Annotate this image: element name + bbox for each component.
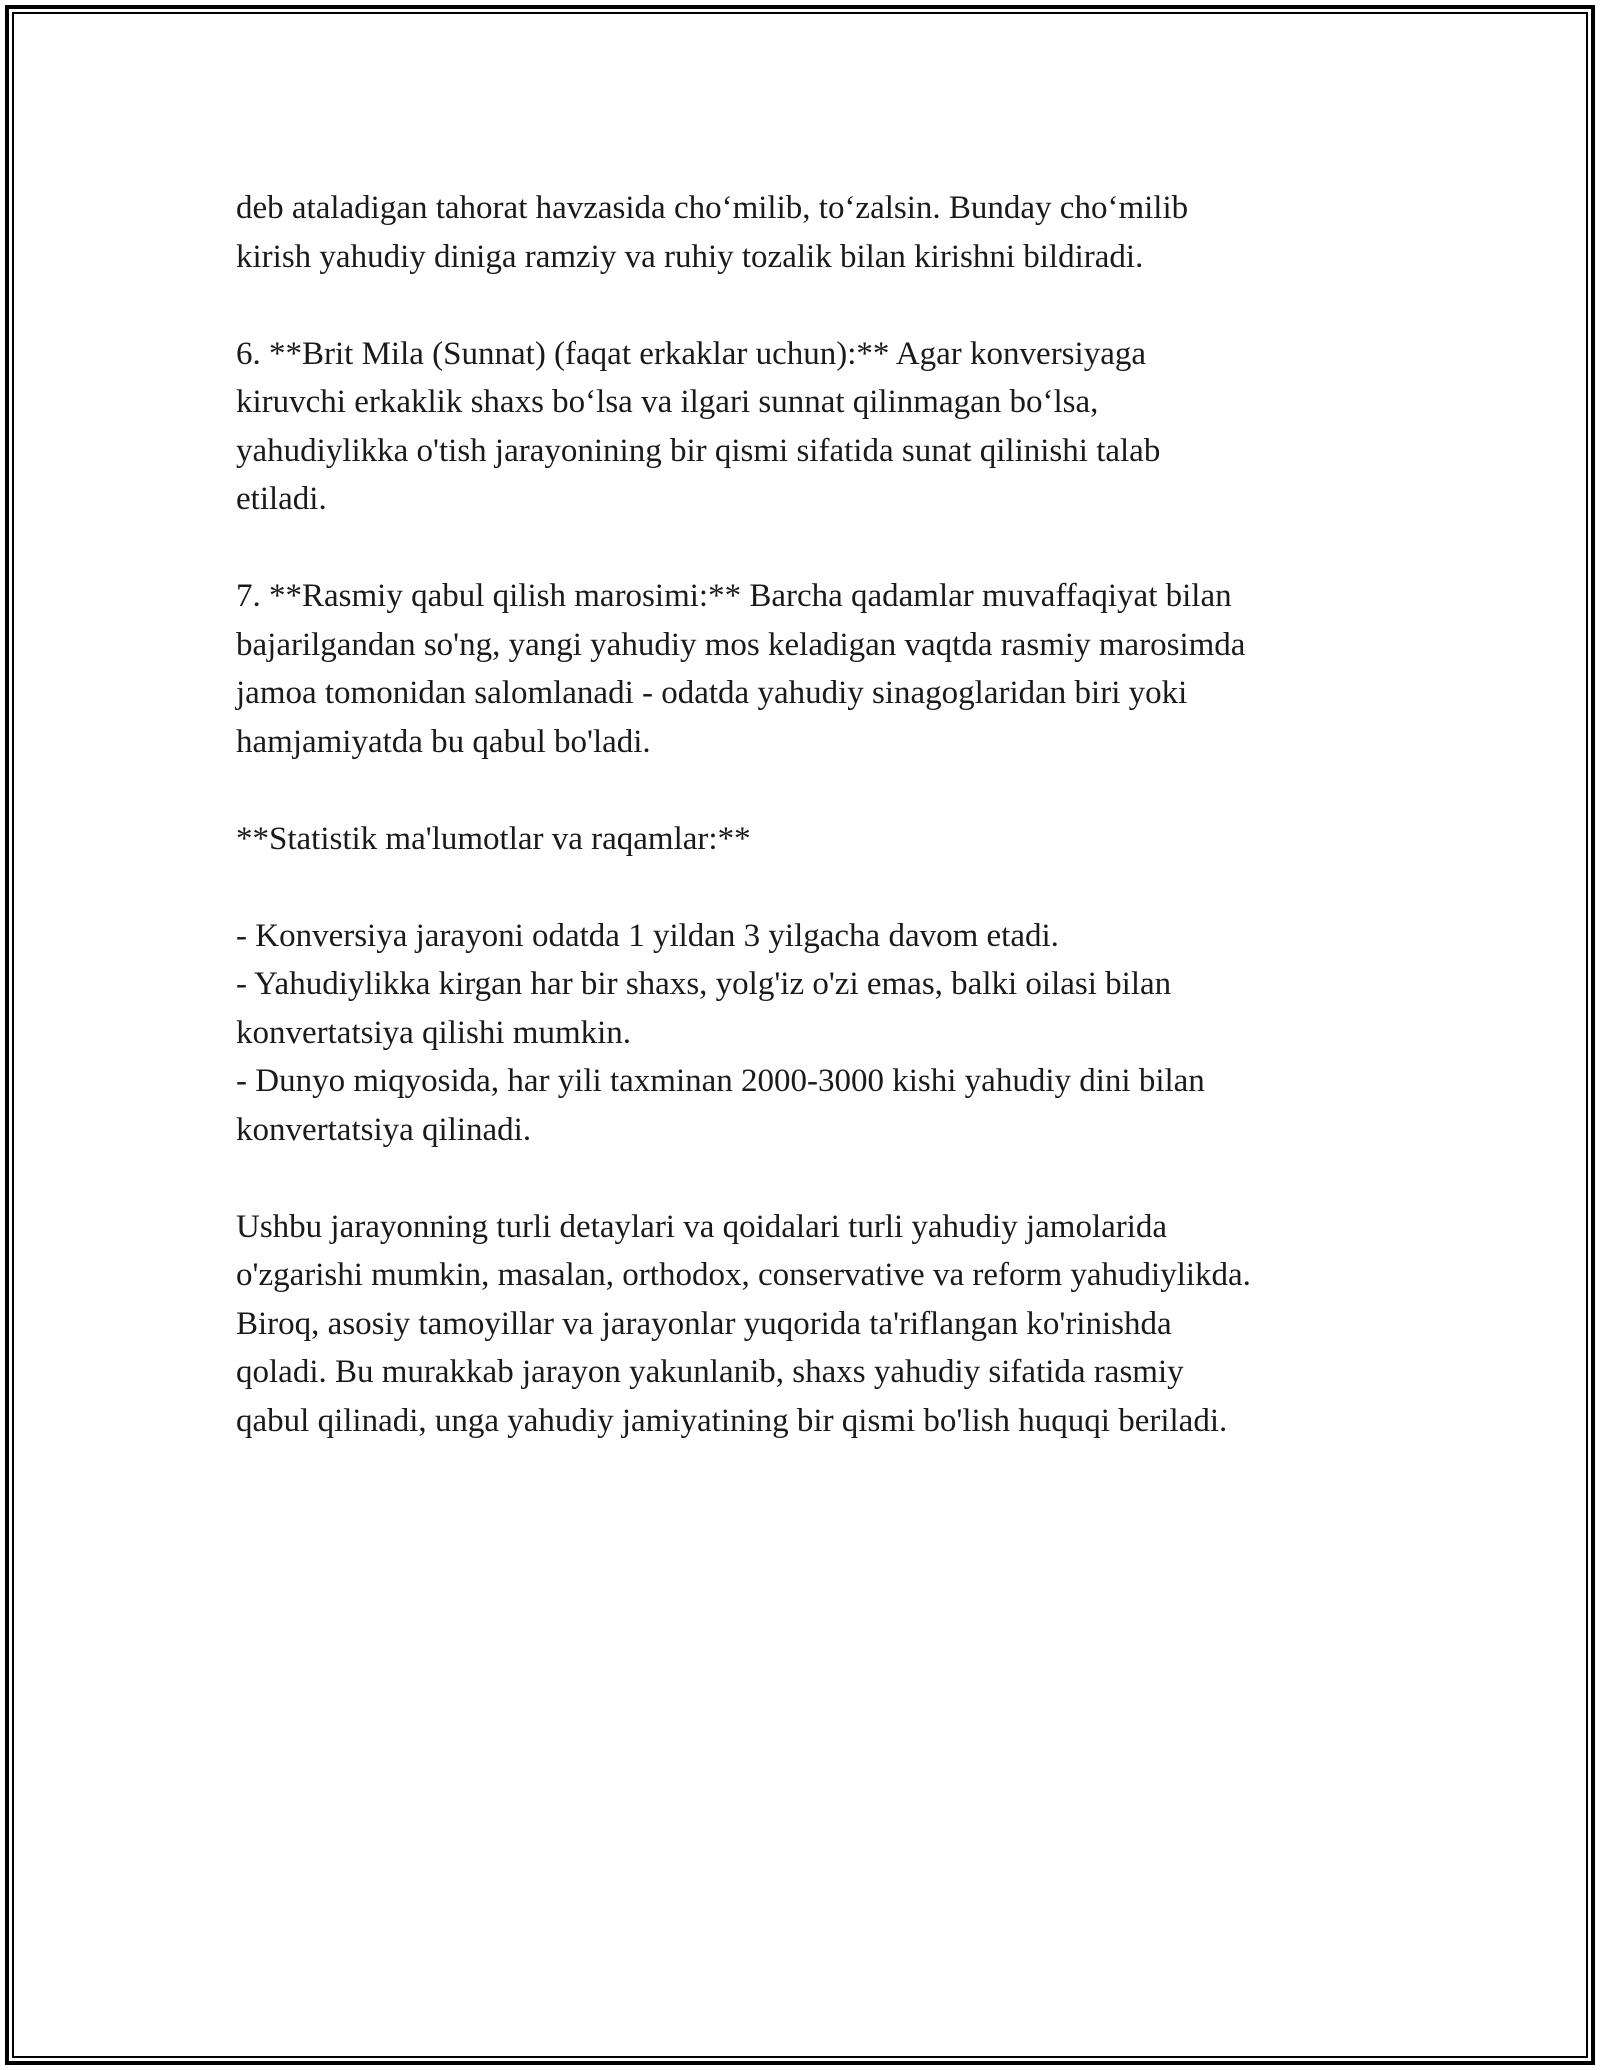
list-item: - Dunyo miqyosida, har yili taxminan 2000-3000 kishi yahudiy dini bilan konvertatsiya qilinadi. [236,1063,1205,1148]
statistics-heading: **Statistik ma'lumotlar va raqamlar:** [236,820,751,857]
paragraph-mikveh-continuation: deb ataladigan tahorat havzasida cho‘milib, to‘zalsin. Bunday cho‘milib kirish yahudiy diniga ramziy va ruhiy tozalik bilan kirishni bildiradi. [236,190,1189,275]
paragraph-step-6-brit-mila: 6. **Brit Mila (Sunnat) (faqat erkaklar uchun):** Agar konversiyaga kiruvchi erkaklik shaxs bo‘lsa va ilgari sunnat qilinmagan bo‘lsa, yahudiylikka o'tish jarayonining bir qismi sifatida sunat qilinishi talab etiladi. [236,335,1161,517]
paragraph-step-7-ceremony: 7. **Rasmiy qabul qilish marosimi:** Barcha qadamlar muvaffaqiyat bilan bajarilgandan so'ng, yangi yahudiy mos keladigan vaqtda rasmiy marosimda jamoa tomonidan salomlanadi - odatda yahudiy sinagoglaridan biri yoki hamjamiyatda bu qabul bo'ladi. [236,578,1246,760]
closing-paragraph: Ushbu jarayonning turli detaylari va qoidalari turli yahudiy jamolarida o'zgarishi mumkin, masalan, orthodox, conservative va reform yahudiylikda. Biroq, asosiy tamoyillar va jarayonlar yuqorida ta'riflangan ko'rinishda qoladi. Bu murakkab jarayon yakunlanib, shaxs yahudiy sifatida rasmiy qabul qilinadi, unga yahudiy jamiyatining bir qismi bo'lish huquqi beriladi. [236,1208,1251,1439]
document-body [236,184,1426,1494]
list-item: - Yahudiylikka kirgan har bir shaxs, yolg'iz o'zi emas, balki oilasi bilan konvertatsiya qilishi mumkin. [236,966,1172,1051]
statistics-list [236,912,1426,1155]
list-item: - Konversiya jarayoni odatda 1 yildan 3 yilgacha davom etadi. [236,917,1059,954]
